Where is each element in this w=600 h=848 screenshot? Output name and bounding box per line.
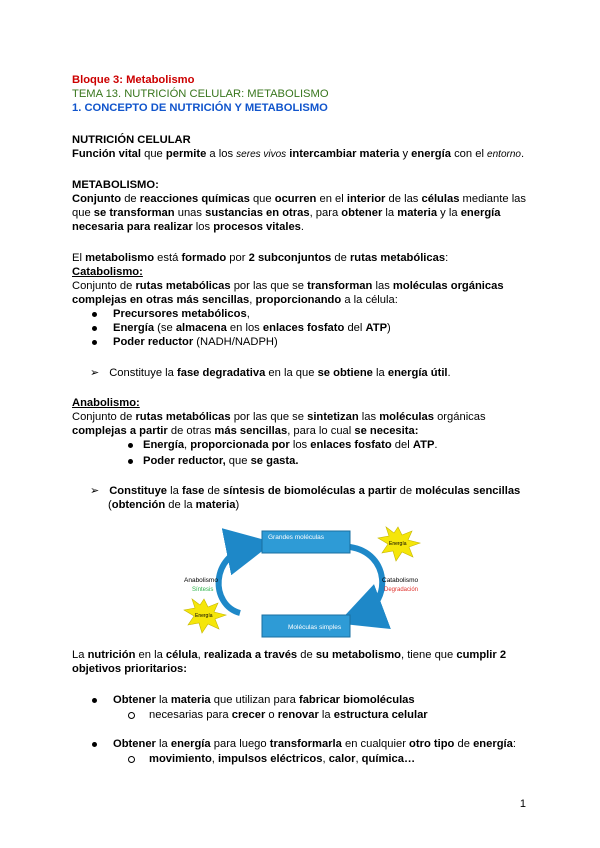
objetivo-subbullet: necesarias para crecer o renovar la estructura celular — [128, 708, 428, 722]
anabolismo-arrow-note: ➢ Constituye la fase de síntesis de biomoléculas a partir de moléculas sencillas — [90, 485, 521, 497]
degradacion-label: Degradación — [384, 587, 419, 593]
metabolismo-line2: que se transforman unas sustancias en otras, para obtener la materia y la energía — [72, 207, 501, 219]
catabolismo-arrow-note: ➢ Constituye la fase degradativa en la que se obtiene la energía útil. — [90, 367, 451, 379]
objetivo-bullet: Obtener la materia que utilizan para fabricar biomoléculas — [92, 693, 415, 707]
arrow-bullet-icon: ➢ — [90, 485, 100, 497]
metabolismo-line3: necesaria para realizar los procesos vitales. — [72, 221, 304, 233]
anabolismo-bullet: Poder reductor, que se gasta. — [128, 454, 298, 468]
tema-title: TEMA 13. NUTRICIÓN CELULAR: METABOLISMO — [72, 88, 329, 100]
anabolismo-arrow-note-cont: (obtención de la materia) — [108, 499, 240, 511]
moleculas-simples-label: Moléculas simples — [288, 624, 342, 631]
anabolismo-arrow — [219, 547, 250, 613]
anabolismo-bullet: Energía, proporcionada por los enlaces fosfato del ATP. — [128, 438, 438, 452]
metabolism-cycle-diagram — [180, 525, 432, 645]
grandes-moleculas-label: Grandes moléculas — [268, 534, 324, 541]
circle-bullet-icon — [128, 756, 135, 763]
metabolismo-line1: Conjunto de reacciones químicas que ocurren en el interior de las células mediante las — [72, 193, 526, 205]
metabolismo-formado: El metabolismo está formado por 2 subconjuntos de rutas metabólicas: — [72, 252, 449, 264]
catabolismo-bullet: Poder reductor (NADH/NADPH) — [92, 335, 278, 349]
nutricion-definition: Función vital que permite a los seres vivos intercambiar materia y energía con el entorno. — [72, 148, 525, 160]
bullet-dot-icon — [128, 459, 133, 464]
catabolismo-heading: Catabolismo: — [72, 266, 143, 278]
catabolismo-arrow — [350, 547, 382, 615]
catabolismo-bullet: Precursores metabólicos, — [92, 307, 250, 321]
bullet-dot-icon — [128, 443, 133, 448]
bullet-dot-icon — [92, 312, 97, 317]
bullet-dot-icon — [92, 340, 97, 345]
section-title: 1. CONCEPTO DE NUTRICIÓN Y METABOLISMO — [72, 102, 328, 114]
bullet-dot-icon — [92, 326, 97, 331]
metabolismo-heading: METABOLISMO: — [72, 179, 159, 191]
bullet-dot-icon — [92, 742, 97, 747]
catabolismo-bullet: Energía (se almacena en los enlaces fosfato del ATP) — [92, 321, 391, 335]
catabolismo-label: Catabolismo — [382, 577, 419, 584]
arrow-bullet-icon: ➢ — [90, 367, 100, 379]
objetivo-subbullet: movimiento, impulsos eléctricos, calor, química… — [128, 752, 415, 766]
circle-bullet-icon — [128, 712, 135, 719]
anabolismo-line2: complejas a partir de otras más sencillas, para lo cual se necesita: — [72, 425, 419, 437]
catabolismo-line1: Conjunto de rutas metabólicas por las que se transforman las moléculas orgánicas — [72, 280, 504, 292]
energia-star-label: Energía — [195, 613, 213, 619]
anabolismo-label: Anabolismo — [184, 577, 218, 584]
block-title: Bloque 3: Metabolismo — [72, 74, 195, 86]
page-number: 1 — [519, 798, 526, 810]
sintesis-label: Síntesis — [192, 587, 214, 593]
anabolismo-line1: Conjunto de rutas metabólicas por las que se sintetizan las moléculas orgánicas — [72, 411, 486, 423]
nutricion-heading: NUTRICIÓN CELULAR — [72, 134, 191, 146]
nutricion-objetivos-line1: La nutrición en la célula, realizada a través de su metabolismo, tiene que cumplir 2 — [72, 649, 507, 661]
bullet-dot-icon — [92, 698, 97, 703]
nutricion-objetivos-line2: objetivos prioritarios: — [72, 663, 187, 675]
catabolismo-line2: complejas en otras más sencillas, proporcionando a la célula: — [72, 294, 398, 306]
objetivo-bullet: Obtener la energía para luego transformarla en cualquier otro tipo de energía: — [92, 737, 516, 751]
energia-star-label: Energía — [389, 541, 407, 547]
anabolismo-heading: Anabolismo: — [72, 397, 140, 409]
